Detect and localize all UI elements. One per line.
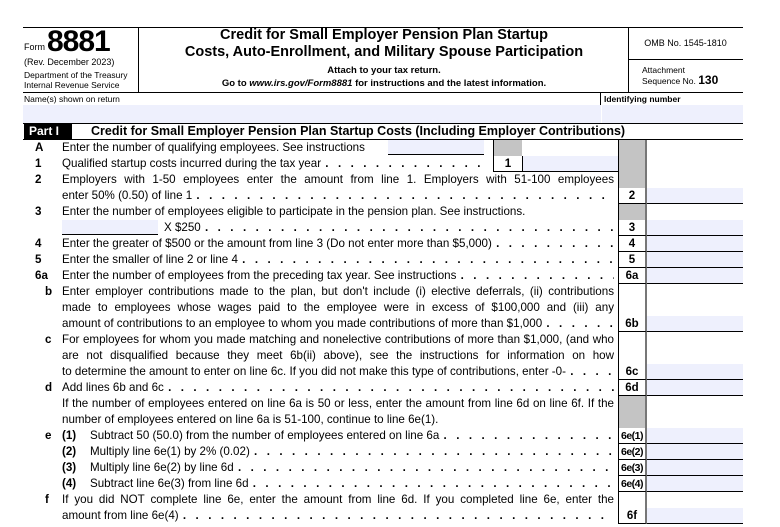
- divider: [138, 27, 139, 92]
- line-box-label: 6d: [618, 380, 647, 396]
- line-text-wrap: [62, 204, 614, 236]
- line-5-input[interactable]: [647, 252, 743, 268]
- shaded-cell: [618, 396, 647, 428]
- line-a: [0, 140, 780, 156]
- line-3: [0, 204, 780, 236]
- identifying-number-input[interactable]: [602, 105, 743, 123]
- goto-prefix: Go to: [221, 78, 250, 89]
- line-text: Enter the number of employees from the preceding tax year. See instructions . .: [62, 268, 614, 284]
- line-3-input[interactable]: [647, 220, 743, 236]
- line-text-wrap: [62, 268, 614, 284]
- empty-cell: [618, 492, 647, 508]
- line-letter: f: [45, 493, 49, 506]
- line-text-wrap: [62, 284, 614, 332]
- line-text: Subtract 50 (50.0) from the number of employees entered on line 6a . .: [90, 428, 614, 444]
- line-text: Employers with 1-50 employees enter the amount from line 1. Employers with 51-100 employees: [62, 173, 614, 186]
- line-number: 3: [35, 205, 42, 218]
- line-text: amount from line 6e(4) . .: [62, 508, 614, 524]
- line-text: Enter the number of qualifying employees. See instructions: [62, 141, 365, 154]
- line-box-label: 5: [618, 252, 647, 268]
- line-6d: [0, 380, 780, 396]
- instructions-note: [140, 64, 628, 90]
- sub-number: (2): [62, 445, 77, 458]
- line-6-note: [0, 396, 780, 428]
- line-6e1: [0, 428, 780, 444]
- line-1-input[interactable]: [522, 156, 618, 172]
- empty-cell: [618, 284, 647, 316]
- name-input[interactable]: [23, 105, 601, 123]
- omb-number: OMB No. 1545-1810: [644, 38, 727, 48]
- line-text: Multiply line 6e(2) by line 6d . .: [90, 460, 614, 476]
- line-box-label: 3: [618, 220, 647, 236]
- id-label: Identifying number: [604, 94, 681, 104]
- line-box-label: 6e(4): [618, 476, 647, 492]
- line-text: Qualified startup costs incurred during the tax year . .: [62, 156, 482, 172]
- line-4: [0, 236, 780, 252]
- line-box-label: 6b: [618, 316, 647, 332]
- title-line: Costs, Auto-Enrollment, and Military Spouse Participation: [184, 43, 584, 60]
- line-text-wrap: [90, 428, 614, 444]
- line-6a: [0, 268, 780, 284]
- qualifying-employees-input[interactable]: [388, 140, 484, 155]
- line-box-label: 6c: [618, 364, 647, 380]
- eligible-employees-input[interactable]: [62, 220, 158, 235]
- line-letter: b: [45, 285, 53, 298]
- sub-number: (4): [62, 477, 77, 490]
- form-number: 8881: [47, 25, 110, 58]
- sub-number: (3): [62, 461, 77, 474]
- irs-link[interactable]: www.irs.gov/Form8881: [249, 78, 353, 89]
- line-6f-input[interactable]: [647, 508, 743, 524]
- goto-suffix: for instructions and the latest information.: [352, 78, 547, 89]
- shaded-cell: [493, 140, 522, 156]
- line-5: [0, 252, 780, 268]
- line-6b: [0, 284, 780, 332]
- part-title: Credit for Small Employer Pension Plan Startup Costs (Including Employer Contributions): [91, 124, 626, 138]
- department: [24, 70, 127, 90]
- part-tag: Part I: [24, 124, 72, 139]
- line-6e4: [0, 476, 780, 492]
- line-box-label: 1: [493, 156, 522, 172]
- note-text: If the number of employees entered on line 6a is 50 or less, enter the amount from line 6d on line 6f. If the number of employees entered on line 6a is 51-100, continue to line 6e(1).: [62, 397, 614, 426]
- line-box-label: 4: [618, 236, 647, 252]
- attachment-label: Attachment: [642, 65, 685, 75]
- line-text: amount of contributions to an employee to whom you made contributions of more than $1,000 . .: [62, 316, 614, 332]
- line-6b-input[interactable]: [647, 316, 743, 332]
- line-letter: d: [45, 381, 53, 394]
- line-text-wrap: [62, 172, 614, 204]
- line-number: 5: [35, 253, 42, 266]
- line-text-wrap: [90, 444, 614, 460]
- line-text: For employees for whom you made matching and nonelective contributions of more than $1,000, (and who are not disqualified because they meet 6b(ii) above), see the instructions for information on how: [62, 333, 614, 362]
- line-box-label: 2: [618, 188, 647, 204]
- service-name: Internal Revenue Service: [24, 80, 120, 90]
- line-text-wrap: [62, 380, 614, 396]
- form-lines: [0, 140, 780, 524]
- line-1: [0, 156, 780, 172]
- sub-number: (1): [62, 429, 77, 442]
- line-number: 1: [35, 157, 42, 170]
- department-name: Department of the Treasury: [24, 70, 128, 80]
- form-title: [140, 27, 628, 60]
- name-label: Name(s) shown on return: [24, 94, 120, 104]
- revision: (Rev. December 2023): [24, 57, 115, 67]
- line-4-input[interactable]: [647, 236, 743, 252]
- line-6e4-input[interactable]: [647, 476, 743, 492]
- line-text-wrap: [62, 332, 614, 380]
- sequence-number: 130: [698, 72, 719, 87]
- line-box-label: 6a: [618, 268, 647, 284]
- line-text-wrap: [62, 156, 482, 172]
- line-6e3-input[interactable]: [647, 460, 743, 476]
- line-text: If you did NOT complete line 6e, enter the amount from line 6d. If you completed line 6e, enter the: [62, 493, 614, 506]
- title-line: Credit for Small Employer Pension Plan Startup: [220, 27, 548, 43]
- line-6a-input[interactable]: [647, 268, 743, 284]
- line-letter: c: [45, 333, 52, 346]
- line-text: Enter employer contributions made to the plan, but don't include (i) elective deferrals, (ii) contributions made to employees whose wages paid to the employee were in excess of $100,000 and (iii) any: [62, 285, 614, 314]
- line-6c: [0, 332, 780, 380]
- line-text-wrap: [62, 252, 614, 268]
- line-text: Enter the smaller of line 2 or line 4 . .: [62, 252, 614, 268]
- line-text: enter 50% (0.50) of line 1 . .: [62, 188, 614, 204]
- attachment-sequence: [642, 66, 718, 86]
- line-number: A: [35, 141, 44, 154]
- divider: [628, 59, 743, 60]
- line-text-wrap: [62, 492, 614, 524]
- line-box-label: 6f: [618, 508, 647, 524]
- line-6e2: [0, 444, 780, 460]
- shaded-cell: [618, 204, 647, 220]
- line-6e3: [0, 460, 780, 476]
- line-number: 4: [35, 237, 42, 250]
- line-text-wrap: [90, 476, 614, 492]
- line-2: [0, 172, 780, 204]
- line-6e1-input[interactable]: [647, 428, 743, 444]
- sequence-label: Sequence No.: [642, 75, 696, 86]
- line-number: 6a: [35, 269, 48, 282]
- line-text: X $250 . .: [164, 220, 201, 236]
- divider: [23, 92, 743, 93]
- empty-cell: [618, 332, 647, 364]
- form-word: Form: [24, 42, 45, 52]
- line-text: Multiply line 6e(1) by 2% (0.02) . .: [90, 444, 614, 460]
- line-2-input[interactable]: [647, 188, 743, 204]
- line-6c-input[interactable]: [647, 364, 743, 380]
- line-text: Add lines 6b and 6c . .: [62, 380, 614, 396]
- attach-note: Attach to your tax return.: [327, 65, 441, 76]
- line-text-wrap: [62, 236, 614, 252]
- line-text: Enter the greater of $500 or the amount from line 3 (Do not enter more than $5,000) . .: [62, 236, 614, 252]
- line-box-label: 6e(2): [618, 444, 647, 460]
- line-letter: e: [45, 429, 52, 442]
- line-text-wrap: [90, 460, 614, 476]
- line-6f: [0, 492, 780, 524]
- line-box-label: 6e(3): [618, 460, 647, 476]
- line-box-label: 6e(1): [618, 428, 647, 444]
- line-6d-input[interactable]: [647, 380, 743, 396]
- line-text: to determine the amount to enter on line 6c. If you did not make this type of contributions, enter -0- . .: [62, 364, 614, 380]
- line-text: Enter the number of employees eligible to participate in the pension plan. See instructions.: [62, 205, 526, 218]
- line-number: 2: [35, 173, 42, 186]
- line-6e2-input[interactable]: [647, 444, 743, 460]
- line-text: Subtract line 6e(3) from line 6d . .: [90, 476, 614, 492]
